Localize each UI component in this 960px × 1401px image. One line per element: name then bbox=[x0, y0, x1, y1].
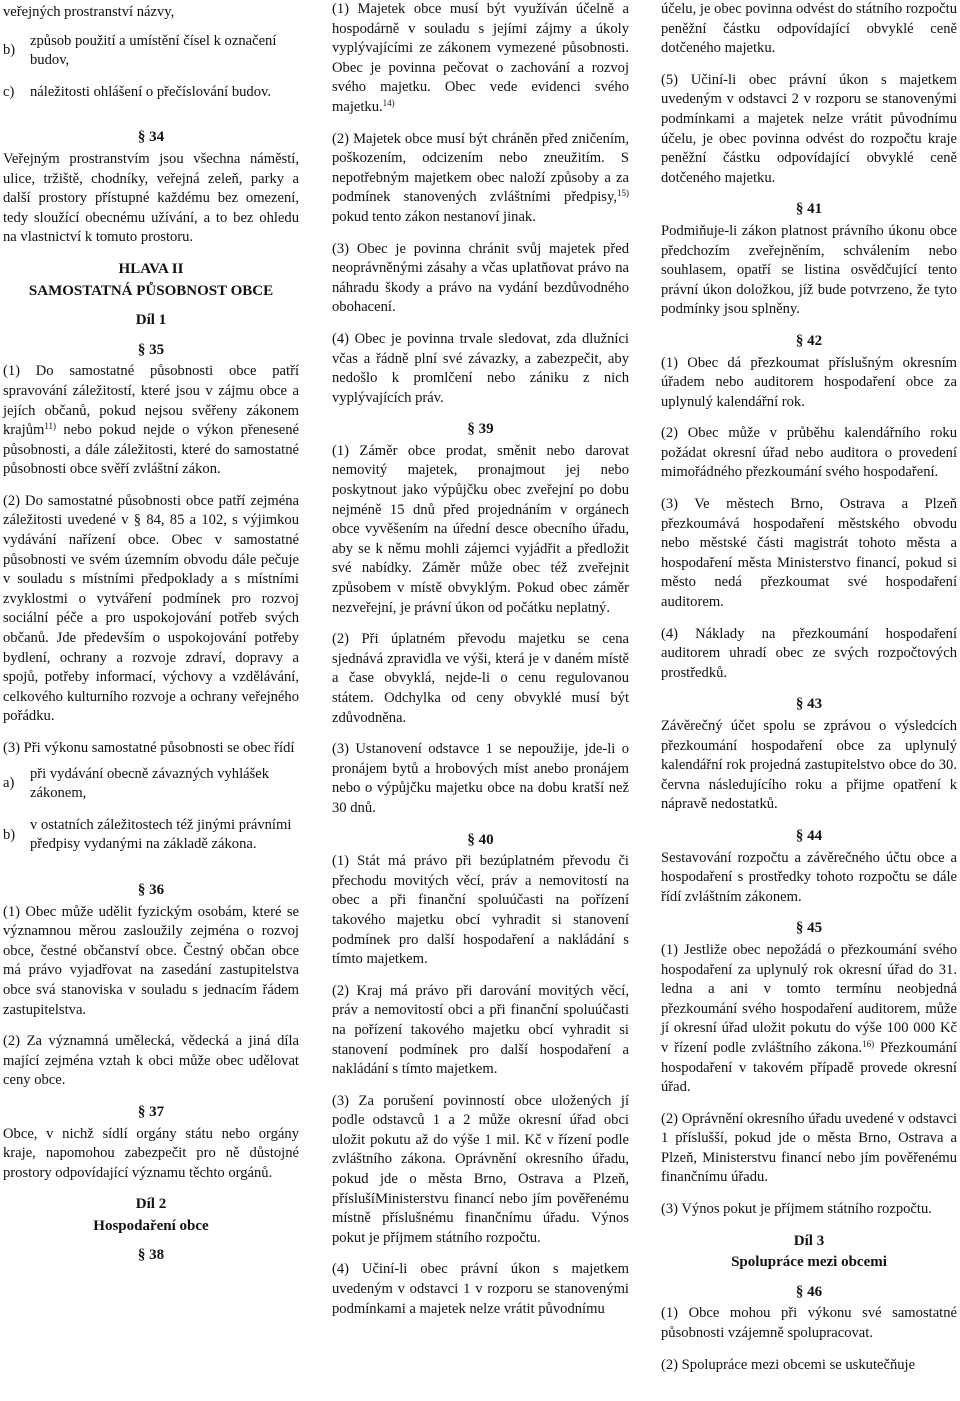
item-text: při vydávání obecně závazných vyhlášek zákonem, bbox=[30, 765, 270, 802]
section-37-text: Obce, v nichž sídlí orgány státu nebo orgány kraje, napomohou zabezpečit pro ně důstojné prostory odpovídající významu těchto orgánů. bbox=[3, 1125, 299, 1181]
list-item-b bbox=[3, 32, 299, 71]
right-column bbox=[661, 0, 957, 1387]
part-2-heading: Díl 2 bbox=[135, 1196, 167, 1213]
section-40-paragraph-1: (1) Stát má právo při bezúplatném převodu či přechodu movitých věcí, práv a nemovitostí na obec a při finanční spoluúčasti na pořízení takového majetku obcí vyhradit si stanovení podmínek pro další hospodaření a nakládání s tímto majetkem. bbox=[332, 853, 629, 968]
part-3-heading: Díl 3 bbox=[793, 1232, 825, 1249]
item-label: b) bbox=[3, 826, 16, 843]
section-35-paragraph-3: (3) Při výkonu samostatné působnosti se obec řídí bbox=[3, 740, 295, 756]
hlava-number: HLAVA II bbox=[118, 260, 184, 277]
paragraph-text: (1) Majetek obce musí být využíván účelně a hospodárně v souladu s jejími zájmy a úkoly vyplývajícími ze zákonem vymezené působnosti. Obec je povinna pečovat o zachování a rozvoj svého majetku. Obec vede evidenci svého majetku. bbox=[332, 1, 629, 115]
section-38-paragraph-4: (4) Obec je povinna trvale sledovat, zda dlužníci včas a řádně plní své závazky, a zabezpečit, aby nedošlo k promlčení nebo zániku z nich vyplývajících práv. bbox=[332, 330, 629, 406]
left-column bbox=[3, 0, 299, 1268]
middle-column bbox=[332, 0, 629, 1331]
section-40-title: § 40 bbox=[467, 831, 494, 848]
part-3-title: Spolupráce mezi obcemi bbox=[731, 1254, 887, 1271]
item-label: b) bbox=[3, 42, 16, 59]
section-40-paragraph-4: (4) Učiní-li obec právní úkon s majetkem uvedeným v odstavci 1 v rozporu se stanovenými podmínkami a majetek nelze vrátit původnímu bbox=[332, 1261, 629, 1317]
footnote-ref[interactable]: 14) bbox=[382, 97, 395, 108]
paragraph-text: Přezkoumání hospodaření v takovém případě provede okresní úřad. bbox=[661, 1039, 957, 1096]
footnote-ref[interactable]: 15) bbox=[617, 188, 629, 199]
item-text: způsob použití a umístění čísel k označení budov, bbox=[30, 32, 277, 69]
paragraph-text: pokud tento zákon nestanoví jinak. bbox=[332, 208, 536, 225]
section-40-paragraph-2: (2) Kraj má právo při darování movitých věcí, práv a nemovitostí obci a při finanční spoluúčasti na pořízení takového majetku obcí vyhradit si stanovení podmínek pro další hospodaření a nakládání s tímto majetkem. bbox=[332, 982, 629, 1078]
section-46-paragraph-2: (2) Spolupráce mezi obcemi se uskutečňuje bbox=[661, 1356, 916, 1373]
section-45-paragraph-1 bbox=[661, 941, 957, 1098]
list-item-b bbox=[3, 816, 299, 855]
item-text: náležitosti ohlášení o přečíslování budov. bbox=[30, 83, 272, 100]
section-34-title: § 34 bbox=[137, 129, 165, 146]
section-41-text: Podmiňuje-li zákon platnost právního úkonu obce předchozím zveřejněním, schválením nebo souhlasem, opatří se listina osvědčující tento právní úkon doložkou, jíž bude potvrzeno, že tyto podmínky jsou splněny. bbox=[661, 222, 957, 318]
section-38-paragraph-1 bbox=[332, 0, 629, 118]
section-36-paragraph-2: (2) Za významná umělecká, vědecká a jiná díla mající zejména vztah k obci může obec udělovat ceny obce. bbox=[3, 1033, 299, 1089]
section-46-title: § 46 bbox=[795, 1283, 823, 1300]
section-39-paragraph-2: (2) Při úplatném převodu majetku se cena sjednává zpravidla ve výši, která je v daném místě a čase obvyklá, nejde-li o cenu regulovanou státem. Odchylka od ceny obvyklé musí být zdůvodněna. bbox=[332, 631, 629, 726]
section-38-title: § 38 bbox=[137, 1247, 165, 1264]
item-label: a) bbox=[3, 775, 15, 792]
section-39-paragraph-3: (3) Ustanovení odstavce 1 se nepoužije, jde-li o pronájem bytů a hrobových míst anebo pronájem nebo o výpůjčku majetku obce na dobu kratší než 30 dnů. bbox=[332, 741, 629, 816]
section-37-title: § 37 bbox=[137, 1103, 165, 1120]
section-40-paragraph-5: (5) Učiní-li obec právní úkon s majetkem uvedeným v odstavci 2 v rozporu se stanovenými podmínkami a majetek nelze vrátit původnímu účelu, je obec povinna odvést do rozpočtu kraje peněžní částku odpovídající obvyklé ceně dotčeného majetku. bbox=[661, 71, 957, 186]
section-42-paragraph-1: (1) Obec dá přezkoumat příslušným okresním úřadem nebo auditorem hospodaření obce za uplynulý kalendářní rok. bbox=[661, 354, 957, 410]
section-38-paragraph-3: (3) Obec je povinna chránit svůj majetek před neoprávněnými zásahy a včas uplatňovat právo na náhradu škody a právo na vydání bezdůvodného obohacení. bbox=[332, 240, 629, 316]
section-45-paragraph-2: (2) Oprávnění okresního úřadu uvedené v odstavci 1 příslušší, pokud jde o města Brno, Ostrava a Plzeň, Ministerstvu financí nebo jím pověřenému finančnímu úřadu. bbox=[661, 1110, 957, 1186]
section-43-text: Závěrečný účet spolu se zprávou o výsledcích přezkoumání hospodaření obce za uplynulý kalendářní rok projedná zastupitelstvo obce do 30. června následujícího roku a přijme opatření k nápravě nedostatků. bbox=[661, 718, 957, 813]
section-36-paragraph-1: (1) Obec může udělit fyzickým osobám, které se významnou měrou zasloužily zejména o rozvoj obce, čestné občanství obce. Čestný občan obce má právo vyjadřovat na zasedání zastupitelstva obce svá stanoviska v souladu s jednacím řádem zastupitelstva. bbox=[3, 903, 299, 1018]
section-35-paragraph-2: (2) Do samostatné působnosti obce patří zejména záležitosti uvedené v § 84, 85 a 102, s výjimkou vydávání nařízení obce. Obec v samostatné působnosti ve svém územním obvodu dále pečuje v souladu s místními předpoklady a s místními zvyklostmi o vytváření podmínek pro rozvoj sociální péče a pro uspokojování potřeb svých občanů. Jde především o uspokojování potřeby bydlení, ochrany a rozvoje zdraví, dopravy a spojů, potřeby informací, výchovy a vzdělávání, celkového kulturního rozvoje a ochrany veřejného pořádku. bbox=[3, 492, 299, 725]
section-45-title: § 45 bbox=[795, 920, 823, 937]
section-41-title: § 41 bbox=[795, 201, 823, 218]
section-35-title: § 35 bbox=[137, 341, 165, 358]
section-44-title: § 44 bbox=[795, 827, 823, 844]
section-46-paragraph-1: (1) Obce mohou při výkonu své samostatné působnosti vzájemně spolupracovat. bbox=[661, 1305, 957, 1342]
hlava-title: SAMOSTATNÁ PŮSOBNOST OBCE bbox=[28, 282, 274, 299]
item-text: v ostatních záležitostech též jinými právními předpisy vydanými na základě zákona. bbox=[30, 816, 292, 853]
list-item-c bbox=[3, 83, 299, 103]
footnote-ref[interactable]: 11) bbox=[44, 421, 57, 432]
section-40-paragraph-3: (3) Za porušení povinností obce uložených jí podle odstavců 1 a 2 může okresní úřad obci uložit pokutu až do výše 1 mil. Kč v řízení podle zvláštního zákona. Oprávnění okresního úřadu, pokud jde o města Brno, Ostrava a Plzeň, příslušíMinisterstvu financí nebo jím pověřenému místně příslušnému finančnímu úřadu. Výnos pokut je příjmem státního rozpočtu. bbox=[332, 1092, 629, 1246]
paragraph-text: nebo pokud nejde o výkon přenesené působnosti, a dále záležitosti, které do samostatné působnosti obce svěří zvláštní zákon. bbox=[3, 422, 299, 478]
section-36-title: § 36 bbox=[137, 881, 165, 898]
section-39-paragraph-1: (1) Záměr obce prodat, směnit nebo darovat nemovitý majetek, pronajmout jej nebo poskytnout jako výpůjčku obec zveřejní po dobu nejméně 15 dnů před projednáním v orgánech obce vyvěšením na úřední desce obecního úřadu, aby se k němu mohli zájemci vyjádřit a předložit své nabídky. Záměr může obec též zveřejnit způsobem v místě obvyklým. Pokud obec záměr nezveřejní, je právní úkon od počátku neplatný. bbox=[332, 442, 629, 616]
section-45-paragraph-3: (3) Výnos pokut je příjmem státního rozpočtu. bbox=[661, 1201, 932, 1218]
paragraph-text: (2) Majetek obce musí být chráněn před zničením, poškozením, odcizením nebo zneužitím. S nepotřebným majetkem obec naloží způsoby a za podmínek stanovených zvláštními předpisy, bbox=[332, 130, 629, 206]
paragraph-text: (1) Do samostatné působnosti obce patří spravování záležitostí, které jsou v zájmu obce a jejích občanů, pokud nejsou svěřeny zákonem krajům bbox=[3, 363, 299, 439]
section-42-paragraph-2: (2) Obec může v průběhu kalendářního roku požádat okresní úřad nebo auditora o provedení mimořádného přezkoumání svého hospodaření. bbox=[661, 425, 957, 481]
footnote-ref[interactable]: 16) bbox=[862, 1038, 875, 1049]
section-42-paragraph-4: (4) Náklady na přezkoumání hospodaření auditorem uhradí obec ze svých rozpočtových prostředků. bbox=[661, 625, 957, 681]
part-1-heading: Díl 1 bbox=[135, 312, 167, 329]
top-line: veřejných prostranství názvy, bbox=[3, 4, 175, 20]
section-42-title: § 42 bbox=[795, 332, 823, 349]
section-35-paragraph-1 bbox=[3, 362, 299, 480]
list-item-a bbox=[3, 765, 299, 804]
section-39-title: § 39 bbox=[467, 421, 494, 438]
section-40-continuation: účelu, je obec povinna odvést do státního rozpočtu peněžní částku odpovídající obvyklé ceně dotčeného majetku. bbox=[661, 1, 957, 57]
part-2-title: Hospodaření obce bbox=[93, 1217, 209, 1234]
item-label: c) bbox=[3, 83, 15, 100]
section-44-text: Sestavování rozpočtu a závěrečného účtu obce a hospodaření s prostředky tohoto rozpočtu se dále řídí zvláštním zákonem. bbox=[661, 849, 957, 905]
section-38-paragraph-2 bbox=[332, 130, 629, 228]
section-42-paragraph-3: (3) Ve městech Brno, Ostrava a Plzeň přezkoumává hospodaření městského obvodu nebo městské části magistrát tohoto města a hospodaření města Ministerstvo financí, pokud si město nedá přezkoumat své hospodaření auditorem. bbox=[661, 496, 957, 611]
section-43-title: § 43 bbox=[795, 696, 823, 713]
section-34-text: Veřejným prostranstvím jsou všechna náměstí, ulice, tržiště, chodníky, veřejná zeleň, parky a další prostory přístupné každému bez omezení, tedy sloužící obecnému užívání, a to bez ohledu na vlastnictví k tomuto prostoru. bbox=[3, 150, 299, 246]
paragraph-text: (1) Jestliže obec nepožádá o přezkoumání svého hospodaření za uplynulý rok okresní úřad do 31. ledna a ani v tomto termínu neobjedná přezkoumání svého hospodaření auditorem, může jí okresní úřad uložit pokutu do výše 100 000 Kč v řízení podle zvláštního zákona. bbox=[661, 941, 957, 1056]
